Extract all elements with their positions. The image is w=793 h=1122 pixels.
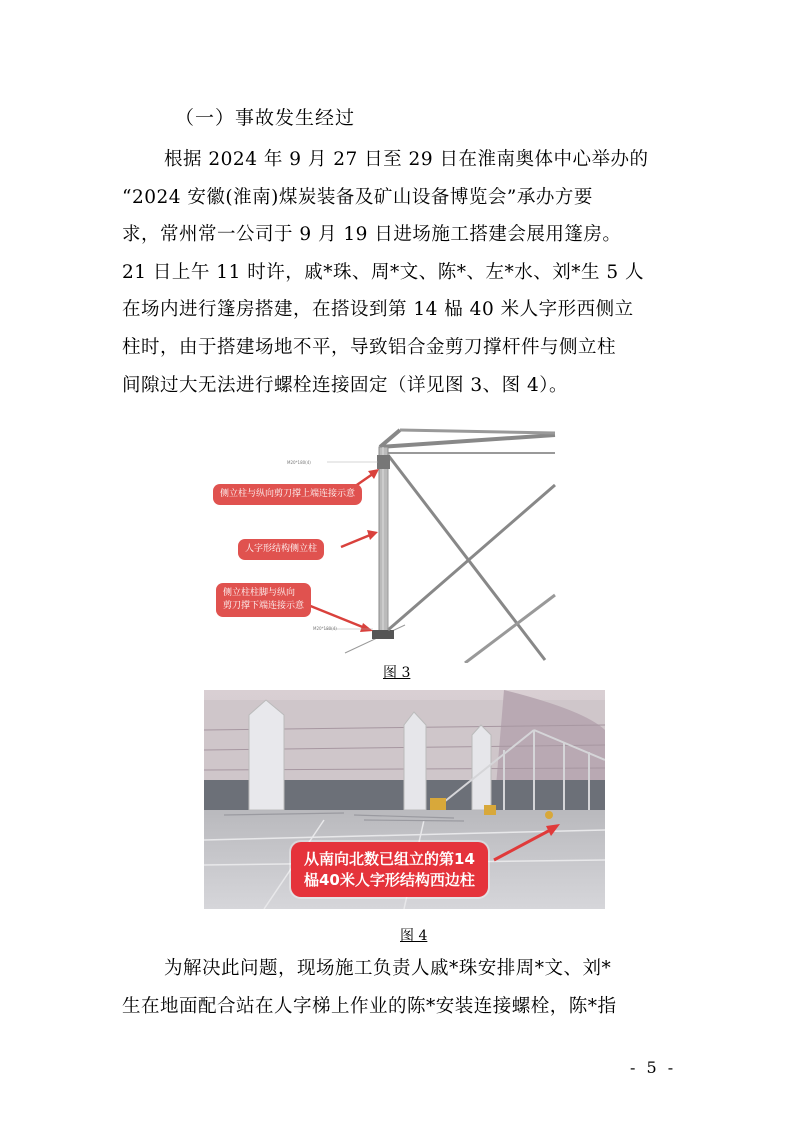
paragraph-line: 生在地面配合站在人字梯上作业的陈*安装连接螺栓，陈*指 <box>122 995 617 1017</box>
paragraph-line: 在场内进行篷房搭建，在搭设到第 14 榀 40 米人字形西侧立 <box>122 299 634 321</box>
paragraph-line: 柱时，由于搭建场地不平，导致铝合金剪刀撑杆件与侧立柱 <box>122 336 617 358</box>
paragraph-line: 求，常州常一公司于 9 月 19 日进场施工搭建会展用篷房。 <box>122 224 622 246</box>
callout-top-connection: 侧立柱与纵向剪刀撑上端连接示意 <box>213 484 362 505</box>
photo-label-line-2: 榀40米人字形结构西边柱 <box>304 871 475 889</box>
callout-side-column: 人字形结构侧立柱 <box>238 539 324 560</box>
callout-bottom-line-2: 剪刀撑下端连接示意 <box>223 601 305 611</box>
figure-3-caption: 图 3 <box>383 665 411 681</box>
bolt-spec-label-top: M20*180(4) <box>287 460 311 465</box>
paragraph-2 <box>122 950 682 1025</box>
photo-label-line-1: 从南向北数已组立的第14 <box>304 850 475 868</box>
paragraph-line: 根据 2024 年 9 月 27 日至 29 日在淮南奥体中心举办的 <box>164 149 649 170</box>
page-number: - 5 - <box>630 1058 677 1077</box>
callout-bottom-line-1: 侧立柱柱脚与纵向 <box>223 588 296 598</box>
section-heading: （一）事故发生经过 <box>175 107 356 129</box>
figure-3-diagram <box>205 425 560 663</box>
paragraph-line: 间隙过大无法进行螺栓连接固定（详见图 3、图 4）。 <box>122 374 569 396</box>
figure-4-caption: 图 4 <box>400 928 428 944</box>
paragraph-line: 21 日上午 11 时许，戚*珠、周*文、陈*、左*水、刘*生 5 人 <box>122 261 645 283</box>
paragraph-1 <box>122 141 682 404</box>
paragraph-line: “2024 安徽(淮南)煤炭装备及矿山设备博览会”承办方要 <box>122 186 593 208</box>
figure-4-photo-label <box>291 842 488 897</box>
callout-bottom-connection <box>216 583 311 617</box>
bolt-spec-label-bottom: M20*180(4) <box>313 626 337 631</box>
paragraph-line: 为解决此问题，现场施工负责人戚*珠安排周*文、刘* <box>164 958 612 979</box>
